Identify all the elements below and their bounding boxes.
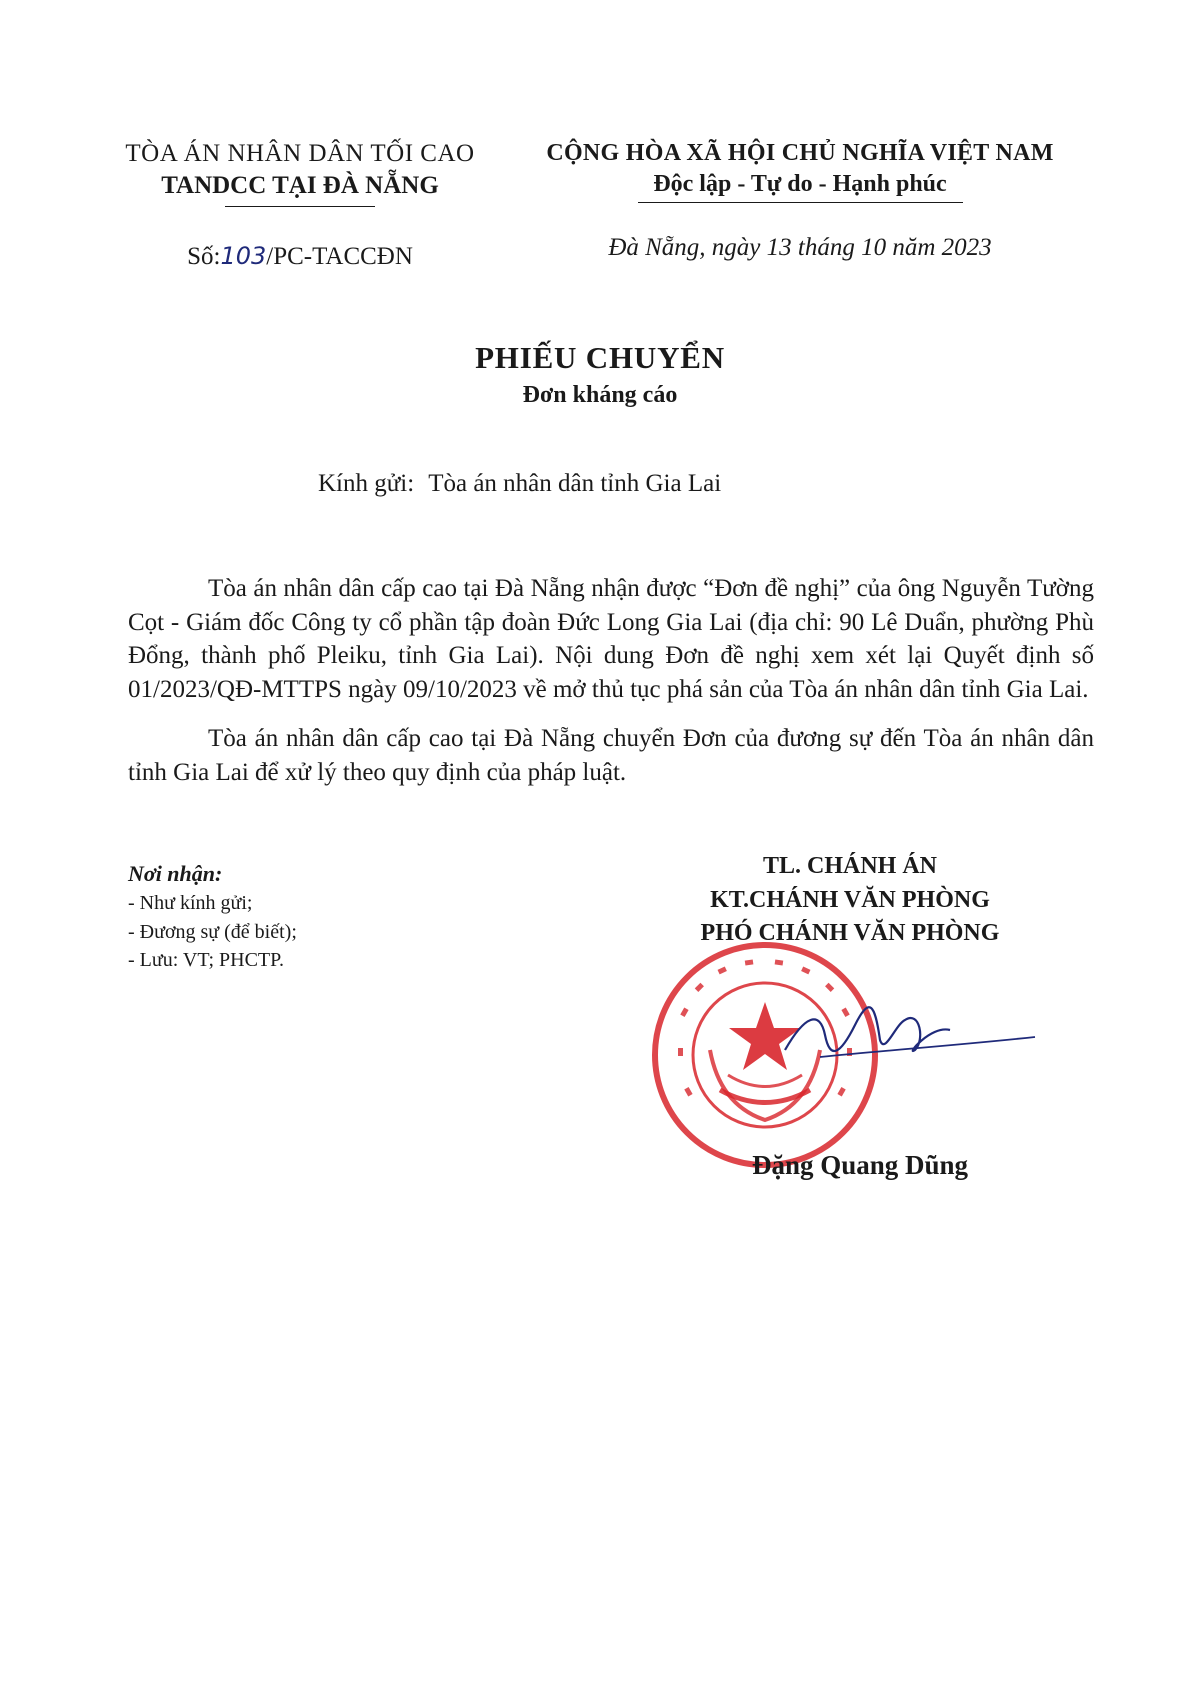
nation-name: CỘNG HÒA XÃ HỘI CHỦ NGHĨA VIỆT NAM (546, 140, 1054, 166)
receiver-item: - Như kính gửi; (128, 892, 253, 915)
handwritten-signature-icon (780, 995, 1040, 1075)
national-motto: Độc lập - Tự do - Hạnh phúc (653, 171, 947, 197)
motto-underline (638, 202, 963, 203)
signer-name: Đặng Quang Dũng (751, 1150, 969, 1180)
recipient-label: Kính gửi: (318, 470, 415, 497)
document-subtitle: Đơn kháng cáo (522, 382, 678, 408)
number-handwritten: 103 (220, 242, 267, 270)
recipient-name: Tòa án nhân dân tỉnh Gia Lai (428, 470, 722, 497)
receiver-item: - Lưu: VT; PHCTP. (128, 949, 285, 972)
issue-date: Đà Nẵng, ngày 13 tháng 10 năm 2023 (608, 234, 992, 261)
body-paragraph-2: Tòa án nhân dân cấp cao tại Đà Nẵng chuyển Đơn của đương sự đến Tòa án nhân dân tỉnh Gia Lai để xử lý theo quy định của pháp luật. (128, 725, 1094, 786)
recipient-line (318, 470, 721, 498)
document-body (128, 572, 1094, 805)
sign-line-2: KT.CHÁNH VĂN PHÒNG (710, 886, 990, 913)
sign-line-1: TL. CHÁNH ÁN (762, 853, 937, 879)
signature-block (640, 850, 1060, 951)
receiver-item: - Đương sự (để biết); (128, 920, 297, 943)
document-number (100, 242, 500, 271)
national-header (520, 140, 1080, 203)
number-prefix: Số: (187, 243, 221, 270)
high-court-name: TANDCC TẠI ĐÀ NẴNG (161, 172, 439, 199)
receivers-title: Nơi nhận: (128, 861, 223, 886)
body-paragraph-1: Tòa án nhân dân cấp cao tại Đà Nẵng nhận được “Đơn đề nghị” của ông Nguyễn Tường Cọt - Giám đốc Công ty cổ phần tập đoàn Đức Long Gia Lai (địa chỉ: 90 Lê Duẩn, phường Phù Đổng, thành phố Pleiku, tỉnh Gia Lai). Nội dung Đơn đề nghị xem xét lại Quyết định số 01/2023/QĐ-MTTPS ngày 09/10/2023 về mở thủ tục phá sản của Tòa án nhân dân tỉnh Gia Lai. (128, 575, 1094, 703)
sign-line-3: PHÓ CHÁNH VĂN PHÒNG (700, 920, 1000, 947)
receivers-list (128, 858, 448, 974)
supreme-court-name: TÒA ÁN NHÂN DÂN TỐI CAO (125, 140, 475, 167)
document-title: PHIẾU CHUYỂN (475, 340, 725, 375)
number-suffix: /PC-TACCĐN (266, 243, 413, 270)
authority-underline (225, 206, 375, 207)
issuing-authority (100, 140, 500, 207)
